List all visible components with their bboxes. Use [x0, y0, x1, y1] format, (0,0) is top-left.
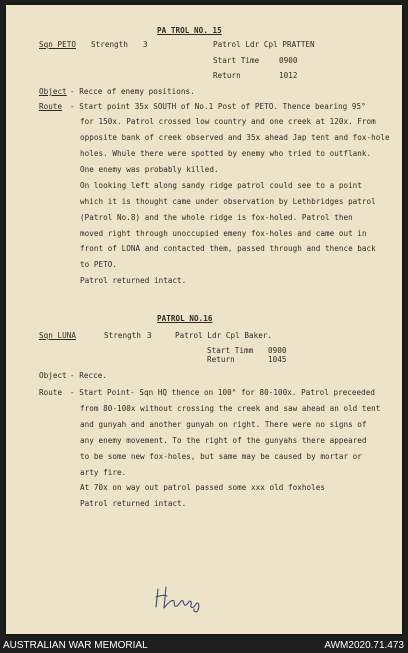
patrol-15-leader: Patrol Ldr Cpl PRATTEN: [213, 40, 315, 49]
footer-institution: AUSTRALIAN WAR MEMORIAL: [3, 640, 148, 651]
patrol-15-strength-label: Strength: [91, 40, 128, 49]
patrol-16-leader: Patrol Ldr Cpl Baker.: [175, 331, 273, 340]
patrol-15-return-time: 1012: [279, 71, 298, 80]
patrol-15-route-label: Route: [39, 102, 63, 111]
patrol-15-object-text: - Recce of enemy positions.: [70, 87, 195, 96]
patrol-15-title: PA TROL NO. 15: [157, 26, 222, 35]
patrol-16-route-line: from 80-100x without crossing the creek and saw ahead an old tent: [80, 404, 381, 413]
patrol-15-route-line: which it is thought came under observation by Lethbridges patrol: [80, 197, 376, 206]
patrol-15-route-line: holes. Whule there were spotted by enemy who tried to outflank.: [80, 149, 372, 158]
patrol-16-route-line: - Start Point- Sqn HQ thence on 100° for 80-100x. Patrol preceeded: [70, 388, 376, 397]
patrol-16-return-time: 1045: [268, 355, 287, 364]
patrol-16-route-line: to be some new fox-holes, but same may be caused by mortar or: [80, 452, 362, 461]
patrol-15-strength: 3: [143, 40, 148, 49]
patrol-15-route-line: - Start point 35x SOUTH of No.1 Post of PETO. Thence bearing 95°: [70, 102, 366, 111]
patrol-15-route-line: to PETO.: [80, 260, 117, 269]
handwritten-signature: [152, 583, 210, 615]
patrol-16-object-label: Object: [39, 371, 67, 380]
patrol-15-object-label: Object: [39, 87, 67, 96]
patrol-15-start-time: 0900: [279, 56, 298, 65]
patrol-16-strength: 3: [147, 331, 152, 340]
patrol-16-route-line: Patrol returned intact.: [80, 499, 187, 508]
footer-accession-number: AWM2020.71.473: [324, 640, 404, 651]
patrol-16-route-label: Route: [39, 388, 63, 397]
patrol-15-route-line: One enemy was probably killed.: [80, 165, 219, 174]
patrol-16-object-text: - Recce.: [70, 371, 107, 380]
patrol-16-strength-label: Strength: [104, 331, 141, 340]
patrol-16-return-label: Return: [207, 355, 235, 364]
patrol-15-route-line: for 150x. Patrol crossed low country and one creek at 120x. From: [80, 117, 376, 126]
patrol-16-route-line: arty fire.: [80, 468, 127, 477]
patrol-16-route-line: and gunyah and another gunyah on right. There were no signs of: [80, 420, 367, 429]
patrol-15-squadron: Sqn PETO: [39, 40, 76, 49]
patrol-16-route-line: At 70x on way out patrol passed some xxx old foxholes: [80, 483, 325, 492]
patrol-15-route-line: (Patrol No.8) and the whole ridge is fox-holed. Patrol then: [80, 213, 353, 222]
patrol-15-route-line: On looking left along sandy ridge patrol could see to a point: [80, 181, 362, 190]
patrol-16-start-label: Start Timm: [207, 346, 254, 355]
signature-stroke: [156, 587, 199, 612]
patrol-15-return-label: Return: [213, 71, 241, 80]
patrol-15-route-line: opposite bank of creek observed and 35x ahead Jap tent and fox-hole: [80, 133, 390, 142]
patrol-15-route-line: moved right through unoccupied emeny fox-holes and came out in: [80, 229, 367, 238]
patrol-16-title: PATROL NO.16: [157, 314, 213, 323]
patrol-16-start-time: 0900: [268, 346, 287, 355]
patrol-15-route-line: front of LONA and contacted them, passed through and thence back: [80, 244, 376, 253]
patrol-15-start-label: Start Time: [213, 56, 260, 65]
patrol-15-route-line: Patrol returned intact.: [80, 276, 187, 285]
patrol-16-route-line: any enemy movement. To the right of the gunyahs there appeared: [80, 436, 367, 445]
patrol-16-squadron: Sqn LUNA: [39, 331, 76, 340]
